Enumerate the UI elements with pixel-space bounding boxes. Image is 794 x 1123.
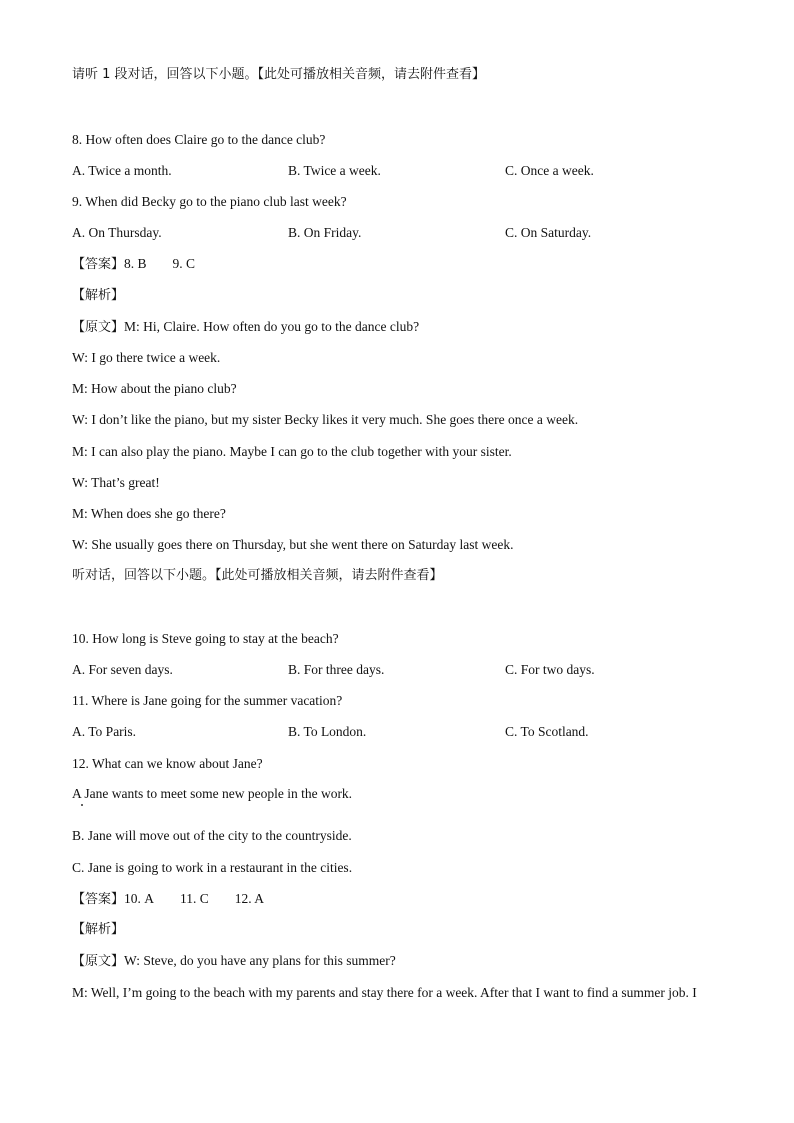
question-11-options: [72, 723, 732, 741]
question-10-option-b: B. For three days.: [288, 662, 385, 677]
transcript-tag: 【原文】: [72, 320, 125, 335]
transcript-line: M: How about the piano club?: [72, 381, 237, 396]
question-9-option-b: B. On Friday.: [288, 225, 362, 240]
transcript-line: W: That’s great!: [72, 475, 160, 490]
section2-instruction: 听对话，回答以下小题。【此处可播放相关音频，请去附件查看】: [72, 568, 443, 583]
answer-8: 8. B: [124, 256, 147, 271]
section1-instruction: 请听 1 段对话，回答以下小题。【此处可播放相关音频，请去附件查看】: [72, 67, 486, 82]
question-12-option-a: A Jane wants to meet some new people in the work.: [72, 786, 353, 801]
answer-tag: 【答案】: [72, 257, 125, 272]
question-9-options: [72, 224, 732, 242]
question-9-option-a: A. On Thursday.: [72, 225, 162, 240]
transcript-line: M: I can also play the piano. Maybe I can go to the club together with your sister.: [72, 444, 512, 459]
question-12-option-c: C. Jane is going to work in a restaurant in the cities.: [72, 860, 353, 875]
transcript-text: M: Hi, Claire. How often do you go to the dance club?: [124, 319, 420, 334]
question-8-option-c: C. Once a week.: [505, 163, 594, 178]
section2-analysis-tag: 【解析】: [72, 922, 125, 937]
answer-tag: 【答案】: [72, 892, 125, 907]
transcript-line: W: I go there twice a week.: [72, 350, 221, 365]
section1-analysis-tag: 【解析】: [72, 288, 125, 303]
answer-11: 11. C: [180, 891, 209, 906]
question-12-stem: 12. What can we know about Jane?: [72, 756, 263, 771]
question-9-stem: 9. When did Becky go to the piano club last week?: [72, 194, 347, 209]
section1-answer-line: [72, 255, 195, 274]
question-8-options: [72, 162, 732, 180]
question-12-option-b: B. Jane will move out of the city to the countryside.: [72, 828, 352, 843]
answer-10: 10. A: [124, 891, 155, 906]
transcript-line: [72, 952, 396, 971]
transcript-text: W: Steve, do you have any plans for this summer?: [124, 953, 396, 968]
question-10-option-c: C. For two days.: [505, 662, 595, 677]
transcript-line: [72, 318, 419, 337]
question-10-option-a: A. For seven days.: [72, 662, 173, 677]
question-11-option-b: B. To London.: [288, 724, 367, 739]
transcript-line: W: I don’t like the piano, but my sister Becky likes it very much. She goes there once a week.: [72, 412, 579, 427]
question-11-option-c: C. To Scotland.: [505, 724, 589, 739]
transcript-line: M: When does she go there?: [72, 506, 226, 521]
question-11-option-a: A. To Paris.: [72, 724, 137, 739]
question-10-stem: 10. How long is Steve going to stay at the beach?: [72, 631, 339, 646]
question-8-option-a: A. Twice a month.: [72, 163, 172, 178]
transcript-tag: 【原文】: [72, 954, 125, 969]
question-8-option-b: B. Twice a week.: [288, 163, 381, 178]
question-8-stem: 8. How often does Claire go to the dance club?: [72, 132, 326, 147]
answer-12: 12. A: [234, 891, 265, 906]
question-10-options: [72, 661, 732, 679]
answer-9: 9. C: [172, 256, 196, 271]
transcript-line: M: Well, I’m going to the beach with my parents and stay there for a week. After that I want to find a summer job. I: [72, 985, 697, 1000]
question-9-option-c: C. On Saturday.: [505, 225, 592, 240]
question-11-stem: 11. Where is Jane going for the summer vacation?: [72, 693, 343, 708]
section2-answer-line: [72, 890, 264, 909]
transcript-line: W: She usually goes there on Thursday, but she went there on Saturday last week.: [72, 537, 514, 552]
stray-dot: [81, 804, 83, 806]
